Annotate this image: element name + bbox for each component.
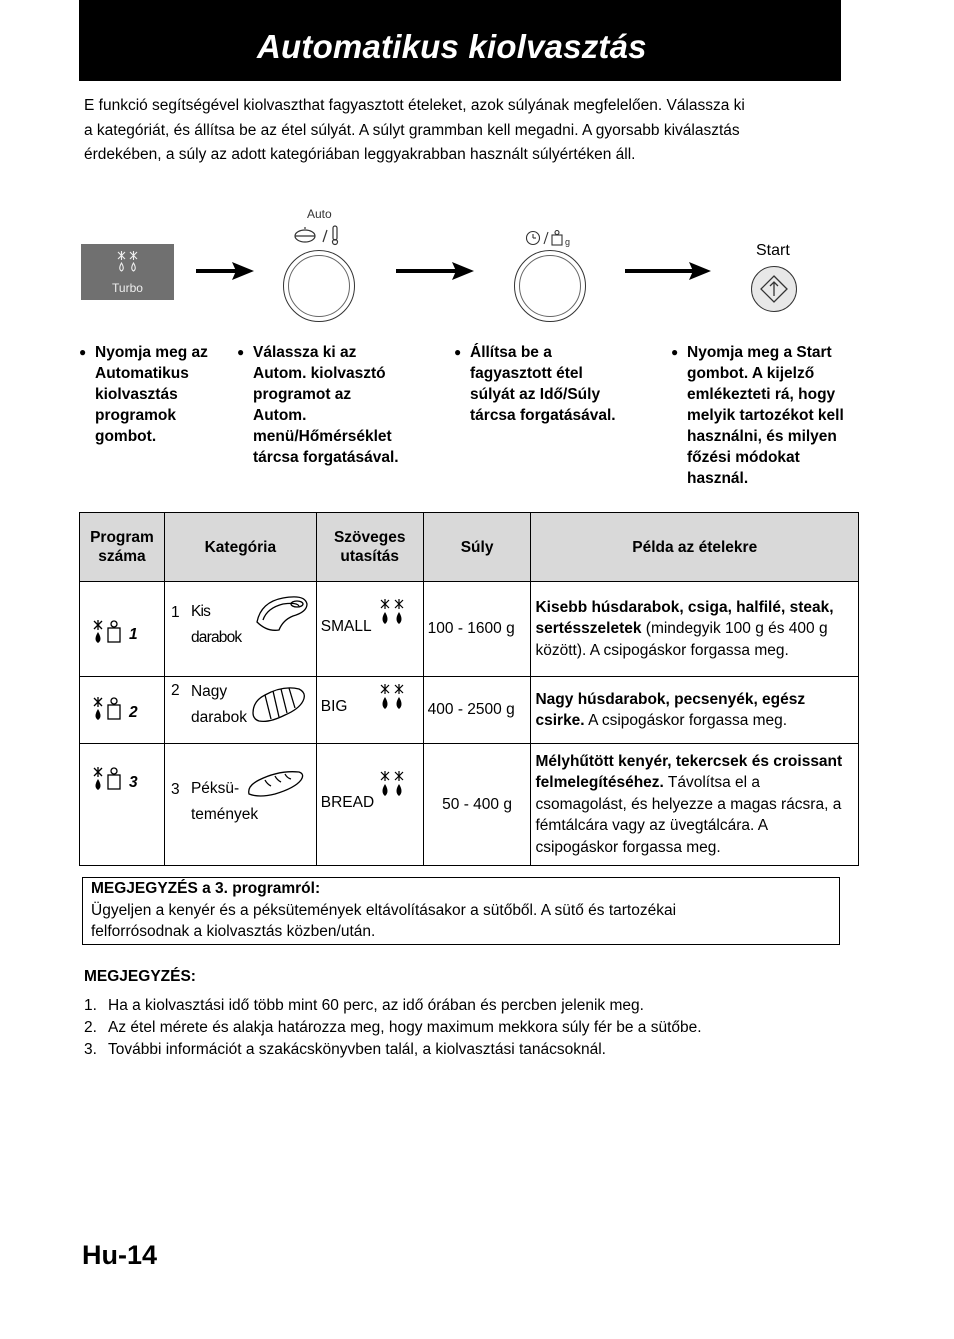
- intro-line: E funkció segítségével kiolvaszthat fagyasztott ételeket, azok súlyának megfelelően. Válassza ki: [84, 97, 745, 114]
- step-line: emlékezteti rá, hogy: [687, 386, 836, 403]
- turbo-label: Turbo: [112, 281, 143, 295]
- step-line: programot az: [253, 386, 352, 403]
- step-line: Autom. kiolvasztó: [253, 365, 386, 382]
- start-label: Start: [756, 242, 790, 259]
- notes-list: [84, 995, 702, 1061]
- intro-line: a kategóriát, és állítsa be az étel súlyát. A súlyt grammban kell megadni. A gyorsabb kiválasztás: [84, 121, 740, 139]
- note-heading: MEGJEGYZÉS a 3. programról:: [91, 880, 321, 897]
- defrost-icon: [379, 598, 407, 626]
- title-bar: [79, 0, 841, 81]
- weight-cell: 400 - 2500 g: [423, 677, 531, 744]
- defrost-program-icon: [92, 696, 128, 724]
- defrost-program-icon: [92, 619, 128, 647]
- example-cell: [531, 677, 859, 744]
- defrost-program-table: [79, 512, 859, 866]
- step-4: [671, 342, 887, 489]
- defrost-icon: [115, 250, 141, 276]
- category-number: 2: [170, 682, 180, 699]
- table-row: [80, 677, 859, 744]
- example-bold: Mélyhűtött kenyér, tekercsek és croissant felmelegítéséhez.: [535, 752, 843, 792]
- note-line: felforrósodnak a kiolvasztás közben/után.: [91, 923, 376, 940]
- category-cell: [164, 744, 316, 866]
- category-number: 3: [170, 781, 180, 798]
- step-line: Állítsa be a: [470, 344, 552, 361]
- step-line: gombot.: [95, 428, 157, 445]
- table-row: [80, 582, 859, 677]
- step-line: Válassza ki az: [253, 344, 357, 361]
- start-button[interactable]: [751, 266, 797, 312]
- example-cell: [531, 582, 859, 677]
- list-item: 1. Ha a kiolvasztási idő több mint 60 perc, az idő órában és percben jelenik meg.: [84, 997, 644, 1014]
- note-line: Ügyeljen a kenyér és a péksütemények eltávolításakor a sütőből. A sütő és tartozékai: [91, 901, 677, 919]
- turbo-defrost-button: [81, 244, 174, 300]
- arrow-right-icon: [625, 262, 711, 280]
- step-line: gombot. A kijelző: [687, 365, 815, 382]
- auto-menu-temperature-dial[interactable]: [283, 250, 355, 322]
- small-meat-icon: [253, 592, 313, 634]
- weight-cell: 50 - 400 g: [423, 744, 531, 866]
- header-example: Példa az ételekre: [531, 513, 859, 582]
- step-line: főzési módokat: [687, 449, 800, 466]
- step-line: használni, és milyen: [687, 428, 837, 445]
- page-title: Automatikus kiolvasztás: [257, 28, 647, 65]
- step-line: kiolvasztás: [95, 386, 178, 403]
- example-bold: Kisebb húsdarabok, csiga, halfilé, steak, sertésszeletek: [535, 598, 834, 638]
- step-line: tárcsa forgatásával.: [253, 449, 399, 466]
- example-text: Távolítsa el a csomagolást, és helyezze a magas rácsra, a fémtálcára vagy az üvegtálcára. A csipogáskor forgassa meg.: [535, 774, 842, 856]
- step-2: [237, 342, 453, 468]
- bullet-icon: ●: [237, 345, 245, 359]
- weight-cell: 100 - 1600 g: [423, 582, 531, 677]
- example-bold: Nagy húsdarabok, pecsenyék, egész csirke.: [535, 690, 806, 729]
- program-number: 1: [129, 626, 138, 643]
- bullet-icon: ●: [671, 345, 679, 359]
- step-line: programok: [95, 407, 176, 424]
- display-text: SMALL: [320, 618, 372, 635]
- bullet-icon: ●: [454, 345, 462, 359]
- example-text: (mindegyik 100 g és 400 g között). A csipogáskor forgassa meg.: [535, 620, 828, 659]
- intro-paragraph: [84, 94, 844, 168]
- example-cell: [531, 744, 859, 866]
- program-cell: [80, 744, 165, 866]
- page-number: Hu-14: [82, 1240, 158, 1270]
- step-line: tárcsa forgatásával.: [470, 407, 616, 424]
- bread-icon: [245, 768, 307, 800]
- header-weight: Súly: [423, 513, 531, 582]
- auto-label: Auto: [307, 207, 332, 221]
- header-program: Program száma: [80, 513, 165, 582]
- step-line: használ.: [687, 470, 749, 487]
- category-number: 1: [170, 604, 180, 621]
- notes-heading: MEGJEGYZÉS:: [84, 968, 196, 985]
- text-cell: [316, 744, 423, 866]
- display-text: BIG: [320, 698, 348, 715]
- defrost-program-icon: [92, 766, 128, 794]
- step-1: [79, 342, 255, 447]
- program-cell: [80, 582, 165, 677]
- intro-line: érdekében, a súly az adott kategóriában leggyakrabban használt súlyértéken áll.: [84, 146, 636, 163]
- bullet-icon: ●: [79, 345, 87, 359]
- category-cell: [164, 677, 316, 744]
- large-meat-icon: [249, 683, 309, 725]
- list-item: 2. Az étel mérete és alakja határozza meg, hogy maximum mekkora súly fér be a sütőbe.: [84, 1019, 702, 1036]
- time-weight-dial[interactable]: [514, 250, 586, 322]
- arrow-right-icon: [396, 262, 474, 280]
- text-cell: [316, 677, 423, 744]
- program-3-note: [82, 877, 840, 945]
- table-row: [80, 744, 859, 866]
- program-number: 2: [129, 704, 138, 721]
- text-cell: [316, 582, 423, 677]
- svg-text:g: g: [565, 237, 571, 247]
- step-line: Automatikus: [95, 365, 189, 382]
- step-line: Autom.: [253, 407, 307, 424]
- category-label: Péksü- temények: [190, 780, 259, 823]
- arrow-right-icon: [196, 262, 254, 280]
- step-line: Nyomja meg a Start: [687, 344, 832, 361]
- step-line: súlyát az Idő/Súly: [470, 386, 601, 403]
- list-item: 3. További információt a szakácskönyvben talál, a kiolvasztási tanácsoknál.: [84, 1041, 606, 1058]
- time-weight-icon: [525, 229, 575, 247]
- auto-menu-temperature-icon: [293, 224, 343, 246]
- display-text: BREAD: [320, 794, 375, 811]
- header-text: Szöveges utasítás: [316, 513, 423, 582]
- step-line: melyik tartozékot kell: [687, 407, 844, 424]
- step-line: Nyomja meg az: [95, 344, 208, 361]
- example-text: A csipogáskor forgassa meg.: [584, 712, 788, 729]
- program-cell: [80, 677, 165, 744]
- defrost-icon: [379, 683, 407, 711]
- category-cell: [164, 582, 316, 677]
- category-label: Nagy darabok: [190, 683, 247, 726]
- header-category: Kategória: [164, 513, 316, 582]
- start-diamond-icon: [752, 267, 796, 311]
- step-3: [454, 342, 670, 426]
- category-label: Kis darabok: [190, 603, 242, 646]
- defrost-icon: [379, 770, 407, 798]
- table-header-row: [80, 513, 859, 582]
- step-line: fagyasztott étel: [470, 365, 583, 382]
- step-line: menü/Hőmérséklet: [253, 428, 392, 445]
- program-number: 3: [129, 774, 138, 791]
